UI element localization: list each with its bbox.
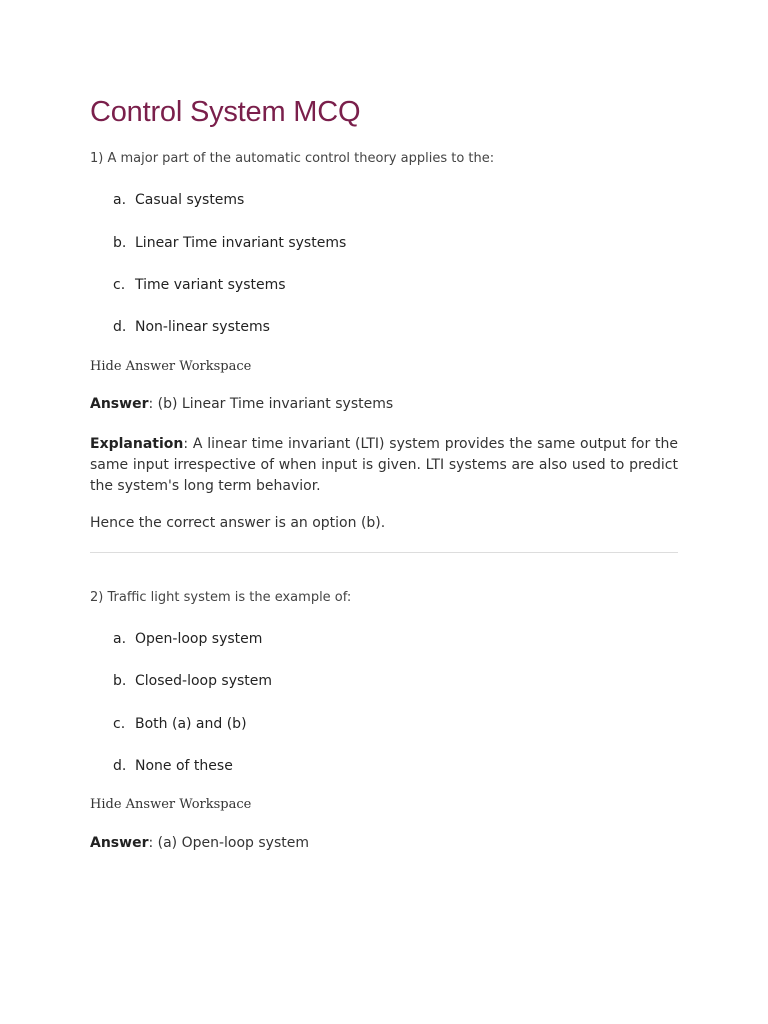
answer-label: Answer — [90, 396, 149, 412]
answer-label: Answer — [90, 835, 149, 851]
option-letter: b. — [113, 673, 127, 689]
question-text: 1) A major part of the automatic control theory applies to the: — [90, 151, 495, 166]
option-letter: a. — [113, 631, 127, 647]
section-divider — [90, 552, 678, 553]
option-text: Closed-loop system — [135, 673, 273, 689]
option-text: None of these — [135, 758, 233, 774]
option-letter: b. — [113, 235, 127, 251]
option-text: Both (a) and (b) — [135, 716, 247, 732]
option-letter: d. — [113, 319, 127, 335]
option-text: Linear Time invariant systems — [135, 235, 347, 251]
option-letter: d. — [113, 758, 127, 774]
option-text: Open-loop system — [135, 631, 263, 647]
hide-answer-workspace-link[interactable]: Hide Answer Workspace — [90, 359, 252, 374]
option-text: Time variant systems — [135, 277, 286, 293]
answer-line — [90, 835, 309, 851]
option-text: Non-linear systems — [135, 319, 270, 335]
question-text: 2) Traffic light system is the example of: — [90, 590, 352, 605]
answer-text: : (b) Linear Time invariant systems — [148, 396, 394, 412]
hide-answer-workspace-link[interactable]: Hide Answer Workspace — [90, 797, 252, 812]
explanation-text: : A linear time invariant (LTI) system provides the same output for the same input irrespective of when input is given. LTI systems are also used to predict the system's long term behavior. — [90, 436, 678, 494]
answer-line — [90, 396, 393, 412]
page-title: Control System MCQ — [90, 96, 361, 128]
answer-text: : (a) Open-loop system — [148, 835, 310, 851]
option-text: Casual systems — [135, 192, 245, 208]
option-letter: a. — [113, 192, 127, 208]
conclusion-text: Hence the correct answer is an option (b). — [90, 515, 386, 531]
option-letter: c. — [113, 277, 126, 293]
explanation-paragraph — [90, 434, 678, 497]
explanation-label: Explanation — [90, 436, 184, 452]
option-letter: c. — [113, 716, 126, 732]
